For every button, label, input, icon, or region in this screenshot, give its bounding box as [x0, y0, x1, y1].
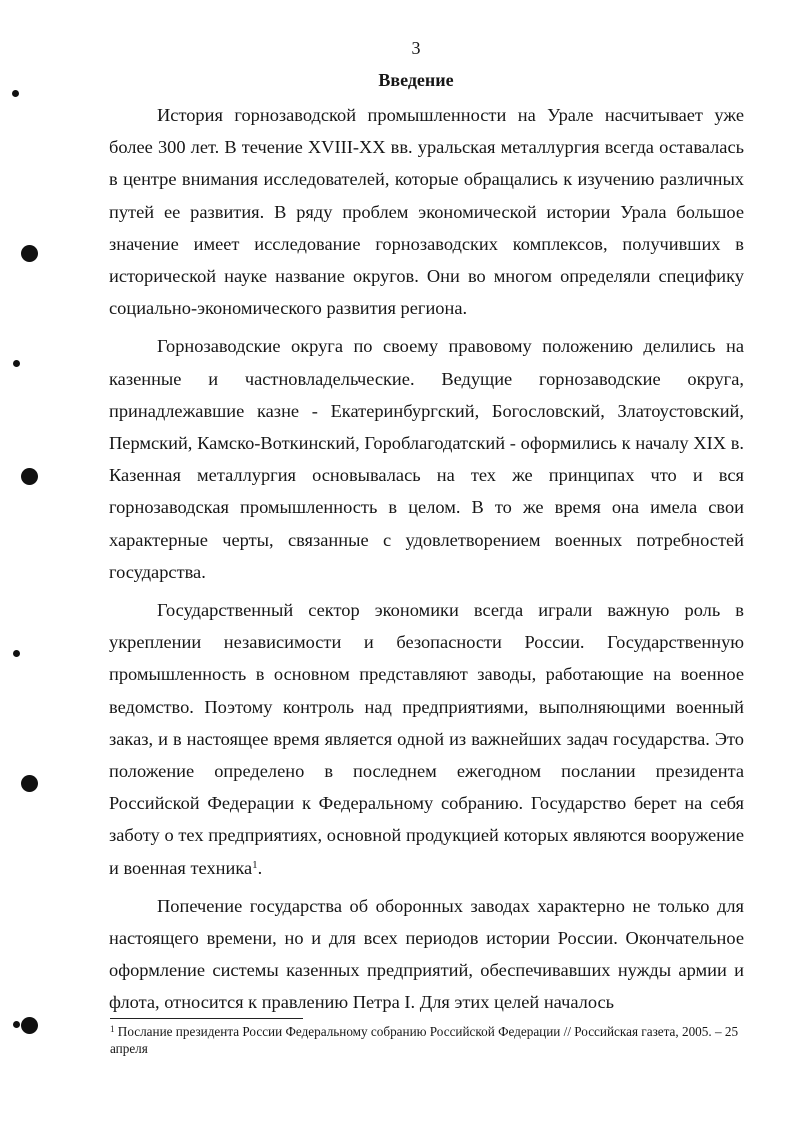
footnote: [110, 1023, 740, 1057]
page-number: 3: [411, 38, 421, 58]
punch-hole-mark: [21, 468, 38, 485]
paragraph: Попечение государства об оборонных заводах характерно не только для настоящего времени, но и для всех периодов истории России. Окончательное оформление системы казенных предприятий, обеспечивавших нужды армии и флота, относится к правлению Петра I. Для этих целей началось: [109, 895, 744, 1013]
punch-hole-mark: [13, 360, 20, 367]
paragraph: Горнозаводские округа по своему правовому положению делились на казенные и частновладельческие. Ведущие горнозаводские округа, принадлежавшие казне - Екатеринбургский, Богословский, Златоустовский, Пермский, Камско-Воткинский, Гороблагодатский - оформились к началу XIX в. Казенная металлургия основывалась на тех же принципах что и вся горнозаводская промышленность в целом. В то же время она имела свои характерные черты, связанные с удовлетворением военных потребностей государства.: [109, 336, 744, 582]
footnote-reference: 1: [252, 858, 258, 871]
punch-hole-mark: [12, 90, 19, 97]
footnote-divider: [110, 1018, 303, 1019]
footnote-text: Послание президента России Федеральному собранию Российской Федерации // Российская газета, 2005. – 25 апреля: [110, 1024, 739, 1056]
paragraph-text: Государственный сектор экономики всегда играли важную роль в укреплении независимости и безопасности России. Государственную промышленность в основном представляют заводы, работающие на военное ведомство. Поэтому контроль над предприятиями, выполняющими военный заказ, и в настоящее время является одной из важнейших задач государства. Это положение определено в последнем ежегодном послании президента Российской Федерации к Федеральному собранию. Государство берет на себя заботу о тех предприятиях, основной продукцией которых являются вооружение и военная техника: [109, 600, 744, 878]
punch-hole-mark: [13, 650, 20, 657]
paragraph-end: .: [257, 857, 263, 878]
paragraph: История горнозаводской промышленности на Урале насчитывает уже более 300 лет. В течение XVIII-XX вв. уральская металлургия всегда оставалась в центре внимания исследователей, которые обращались к изучению различных путей ее развития. В ряду проблем экономической истории Урала большое значение имеет исследование горнозаводских комплексов, получивших в исторической науке название округов. Они во многом определяли специфику социально-экономического развития региона.: [109, 105, 744, 319]
paragraph: [109, 594, 744, 884]
punch-hole-mark: [21, 1017, 38, 1034]
footnote-marker: 1: [110, 1024, 115, 1034]
punch-hole-mark: [13, 1021, 20, 1028]
punch-hole-mark: [21, 245, 38, 262]
punch-hole-mark: [21, 775, 38, 792]
section-heading: Введение: [378, 70, 454, 90]
body-text: [109, 99, 744, 1019]
